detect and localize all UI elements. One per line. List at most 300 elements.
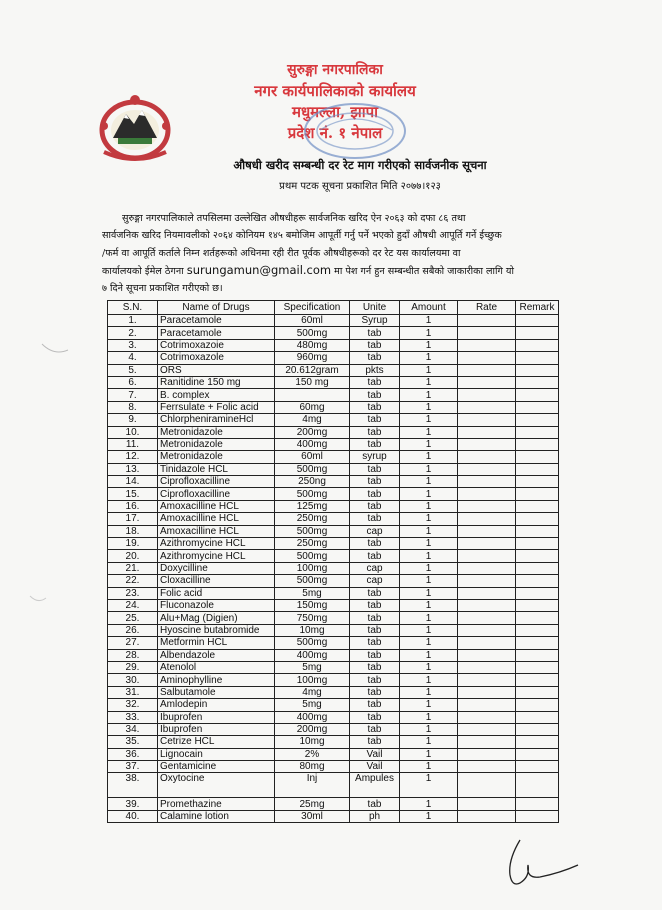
table-row xyxy=(108,538,559,550)
row-sn: 8. xyxy=(108,401,158,413)
drug-unit: tab xyxy=(350,699,400,711)
drug-remark xyxy=(516,438,559,450)
drug-unit: tab xyxy=(350,513,400,525)
table-row xyxy=(108,599,559,611)
drug-spec: 4mg xyxy=(275,686,350,698)
row-sn: 40. xyxy=(108,810,158,822)
drug-unit: tab xyxy=(350,599,400,611)
notice-line: सुरुङ्गा नगरपालिकाले तपसिलमा उल्लेखित औषधीहरू सार्वजनिक खरिद ऐन २०६३ को दफा ८६ तथा xyxy=(122,213,466,224)
row-sn: 30. xyxy=(108,674,158,686)
drug-remark xyxy=(516,414,559,426)
drug-rate xyxy=(458,426,516,438)
drug-rate xyxy=(458,463,516,475)
row-sn: 3. xyxy=(108,339,158,351)
drug-name: Cloxacilline xyxy=(158,575,275,587)
drug-spec: 400mg xyxy=(275,711,350,723)
column-header: Specification xyxy=(275,301,350,315)
drug-remark xyxy=(516,748,559,760)
drug-amount: 1 xyxy=(400,798,458,810)
drug-amount: 1 xyxy=(400,736,458,748)
drug-spec: 500mg xyxy=(275,550,350,562)
drug-name: Paracetamole xyxy=(158,327,275,339)
drug-spec: 60ml xyxy=(275,315,350,327)
drug-remark xyxy=(516,339,559,351)
drug-amount: 1 xyxy=(400,513,458,525)
drug-spec: 250mg xyxy=(275,513,350,525)
row-sn: 35. xyxy=(108,736,158,748)
table-row xyxy=(108,500,559,512)
drug-amount: 1 xyxy=(400,711,458,723)
row-sn: 19. xyxy=(108,538,158,550)
scan-mark xyxy=(28,590,48,610)
drug-rate xyxy=(458,438,516,450)
drug-rate xyxy=(458,352,516,364)
notice-line: सार्वजनिक खरिद नियमावलीको २०६४ कोनियम १४५ बमोजिम आपूर्ती गर्नु पर्ने भएको हुदाँ औषधी आपूर्ति गर्ने ईच्छुक xyxy=(102,230,502,242)
drug-rate xyxy=(458,699,516,711)
drug-amount: 1 xyxy=(400,686,458,698)
drug-remark xyxy=(516,463,559,475)
drug-remark xyxy=(516,426,559,438)
drug-remark xyxy=(516,575,559,587)
drug-amount: 1 xyxy=(400,488,458,500)
drug-name: Azithromycine HCL xyxy=(158,538,275,550)
drug-spec: Inj xyxy=(275,773,350,798)
notice-line-email xyxy=(102,262,558,280)
office-location: मधुमल्ला, झापा xyxy=(291,103,379,121)
drug-spec: 5mg xyxy=(275,699,350,711)
table-row xyxy=(108,438,559,450)
table-row xyxy=(108,761,559,773)
drug-remark xyxy=(516,711,559,723)
column-header: Unite xyxy=(350,301,400,315)
row-sn: 38. xyxy=(108,773,158,798)
drug-name: Albendazole xyxy=(158,649,275,661)
drug-rate xyxy=(458,376,516,388)
table-row xyxy=(108,327,559,339)
drug-name: Paracetamole xyxy=(158,315,275,327)
drug-name: Ibuprofen xyxy=(158,711,275,723)
drug-name: Promethazine xyxy=(158,798,275,810)
drug-unit: tab xyxy=(350,686,400,698)
drug-rate xyxy=(458,389,516,401)
row-sn: 14. xyxy=(108,476,158,488)
row-sn: 18. xyxy=(108,525,158,537)
drug-amount: 1 xyxy=(400,761,458,773)
drug-amount: 1 xyxy=(400,339,458,351)
drug-unit: Syrup xyxy=(350,315,400,327)
drug-remark xyxy=(516,736,559,748)
drug-rate xyxy=(458,773,516,798)
table-row xyxy=(108,699,559,711)
drug-unit: tab xyxy=(350,463,400,475)
drug-remark xyxy=(516,798,559,810)
drug-unit: Ampules xyxy=(350,773,400,798)
drug-remark xyxy=(516,637,559,649)
table-row xyxy=(108,587,559,599)
drug-spec: 250mg xyxy=(275,538,350,550)
row-sn: 37. xyxy=(108,761,158,773)
drug-name: Cotrimoxazole xyxy=(158,352,275,364)
notice-body xyxy=(102,210,558,297)
drug-remark xyxy=(516,649,559,661)
drug-name: Metronidazole xyxy=(158,451,275,463)
drug-unit: tab xyxy=(350,798,400,810)
drug-name: ORS xyxy=(158,364,275,376)
drug-spec: 250ng xyxy=(275,476,350,488)
drug-rate xyxy=(458,414,516,426)
drug-rate xyxy=(458,339,516,351)
drug-amount: 1 xyxy=(400,674,458,686)
drug-spec: 100mg xyxy=(275,674,350,686)
row-sn: 4. xyxy=(108,352,158,364)
notice-line: /फर्म वा आपूर्ति कर्ताले निम्न शर्तहरूको अधिनमा रही रीत पूर्वक औषधीहरूको दर रेट यस कार्यालयमा वा xyxy=(102,247,461,259)
drug-amount: 1 xyxy=(400,500,458,512)
signature xyxy=(490,835,580,890)
row-sn: 23. xyxy=(108,587,158,599)
drug-spec: 5mg xyxy=(275,661,350,673)
table-row xyxy=(108,463,559,475)
drug-remark xyxy=(516,674,559,686)
drug-amount: 1 xyxy=(400,463,458,475)
drug-amount: 1 xyxy=(400,562,458,574)
drug-rate xyxy=(458,476,516,488)
drug-spec: 400mg xyxy=(275,438,350,450)
table-row xyxy=(108,624,559,636)
drug-unit: tab xyxy=(350,376,400,388)
table-row xyxy=(108,736,559,748)
drug-spec: 10mg xyxy=(275,736,350,748)
drug-remark xyxy=(516,587,559,599)
row-sn: 12. xyxy=(108,451,158,463)
row-sn: 17. xyxy=(108,513,158,525)
drug-name: Cetrize HCL xyxy=(158,736,275,748)
drug-rate xyxy=(458,587,516,599)
drug-unit: tab xyxy=(350,438,400,450)
drug-rate xyxy=(458,798,516,810)
table-row xyxy=(108,525,559,537)
drug-amount: 1 xyxy=(400,599,458,611)
drug-name: Atenolol xyxy=(158,661,275,673)
drug-remark xyxy=(516,773,559,798)
drug-rate xyxy=(458,364,516,376)
drug-rate xyxy=(458,488,516,500)
drug-unit: tab xyxy=(350,661,400,673)
drug-name: Metronidazole xyxy=(158,438,275,450)
drug-amount: 1 xyxy=(400,389,458,401)
row-sn: 29. xyxy=(108,661,158,673)
table-row xyxy=(108,414,559,426)
row-sn: 5. xyxy=(108,364,158,376)
drug-rate xyxy=(458,736,516,748)
column-header: S.N. xyxy=(108,301,158,315)
drug-name: ChlorpheniramineHcl xyxy=(158,414,275,426)
drug-rate xyxy=(458,550,516,562)
drug-amount: 1 xyxy=(400,637,458,649)
table-row xyxy=(108,476,559,488)
drug-spec: 60mg xyxy=(275,401,350,413)
table-row xyxy=(108,723,559,735)
drug-amount: 1 xyxy=(400,525,458,537)
drug-amount: 1 xyxy=(400,451,458,463)
drug-spec: 100mg xyxy=(275,562,350,574)
drug-spec: 30ml xyxy=(275,810,350,822)
drug-rate xyxy=(458,513,516,525)
drug-remark xyxy=(516,352,559,364)
table-row xyxy=(108,488,559,500)
drug-name: Metformin HCL xyxy=(158,637,275,649)
drug-spec xyxy=(275,389,350,401)
drug-rate xyxy=(458,562,516,574)
drug-remark xyxy=(516,327,559,339)
column-header: Name of Drugs xyxy=(158,301,275,315)
drug-name: Ranitidine 150 mg xyxy=(158,376,275,388)
drug-remark xyxy=(516,723,559,735)
drug-remark xyxy=(516,488,559,500)
table-row xyxy=(108,686,559,698)
drug-name: Amoxacilline HCL xyxy=(158,513,275,525)
drug-name: Lignocain xyxy=(158,748,275,760)
notice-line: ७ दिने सूचना प्रकाशित गरीएको छ। xyxy=(102,283,223,295)
column-header: Remark xyxy=(516,301,559,315)
table-row xyxy=(108,798,559,810)
drug-rate xyxy=(458,315,516,327)
drug-spec: 960mg xyxy=(275,352,350,364)
drug-remark xyxy=(516,476,559,488)
drug-unit: Vail xyxy=(350,748,400,760)
drug-amount: 1 xyxy=(400,624,458,636)
drug-table xyxy=(107,300,559,823)
drug-unit: cap xyxy=(350,525,400,537)
drug-unit: tab xyxy=(350,414,400,426)
drug-unit: tab xyxy=(350,327,400,339)
drug-amount: 1 xyxy=(400,773,458,798)
table-row xyxy=(108,612,559,624)
drug-spec: 150mg xyxy=(275,599,350,611)
drug-rate xyxy=(458,649,516,661)
drug-remark xyxy=(516,562,559,574)
drug-name: Tinidazole HCL xyxy=(158,463,275,475)
drug-amount: 1 xyxy=(400,476,458,488)
drug-unit: tab xyxy=(350,723,400,735)
row-sn: 6. xyxy=(108,376,158,388)
row-sn: 33. xyxy=(108,711,158,723)
table-row xyxy=(108,748,559,760)
drug-name: B. complex xyxy=(158,389,275,401)
table-row xyxy=(108,637,559,649)
table-row xyxy=(108,389,559,401)
drug-name: Cotrimoxazoie xyxy=(158,339,275,351)
nepal-emblem-icon xyxy=(96,92,174,162)
drug-rate xyxy=(458,761,516,773)
drug-amount: 1 xyxy=(400,587,458,599)
drug-spec: 80mg xyxy=(275,761,350,773)
drug-rate xyxy=(458,525,516,537)
table-row xyxy=(108,376,559,388)
row-sn: 9. xyxy=(108,414,158,426)
drug-unit: tab xyxy=(350,488,400,500)
drug-unit: pkts xyxy=(350,364,400,376)
table-header-row xyxy=(108,301,559,315)
row-sn: 15. xyxy=(108,488,158,500)
row-sn: 27. xyxy=(108,637,158,649)
table-row xyxy=(108,426,559,438)
drug-rate xyxy=(458,810,516,822)
table-row xyxy=(108,401,559,413)
drug-name: Aminophylline xyxy=(158,674,275,686)
drug-spec: 500mg xyxy=(275,463,350,475)
row-sn: 16. xyxy=(108,500,158,512)
drug-remark xyxy=(516,500,559,512)
table-row xyxy=(108,649,559,661)
row-sn: 36. xyxy=(108,748,158,760)
drug-spec: 500mg xyxy=(275,575,350,587)
table-row xyxy=(108,661,559,673)
drug-spec: 500mg xyxy=(275,637,350,649)
drug-amount: 1 xyxy=(400,661,458,673)
drug-spec: 750mg xyxy=(275,612,350,624)
row-sn: 20. xyxy=(108,550,158,562)
drug-unit: tab xyxy=(350,500,400,512)
drug-spec: 5mg xyxy=(275,587,350,599)
table-row xyxy=(108,711,559,723)
drug-name: Oxytocine xyxy=(158,773,275,798)
drug-unit: tab xyxy=(350,711,400,723)
drug-rate xyxy=(458,500,516,512)
drug-unit: ph xyxy=(350,810,400,822)
drug-remark xyxy=(516,525,559,537)
drug-name: Gentamicine xyxy=(158,761,275,773)
drug-name: Metronidazole xyxy=(158,426,275,438)
table-row xyxy=(108,810,559,822)
drug-spec: 500mg xyxy=(275,525,350,537)
drug-unit: tab xyxy=(350,637,400,649)
drug-name: Azithromycine HCL xyxy=(158,550,275,562)
table-row xyxy=(108,352,559,364)
drug-amount: 1 xyxy=(400,364,458,376)
table-row xyxy=(108,513,559,525)
notice-line-prefix: कार्यालयको ईमेल ठेगना xyxy=(102,265,184,277)
drug-rate xyxy=(458,723,516,735)
drug-unit: Vail xyxy=(350,761,400,773)
drug-unit: syrup xyxy=(350,451,400,463)
row-sn: 31. xyxy=(108,686,158,698)
drug-unit: tab xyxy=(350,426,400,438)
drug-rate xyxy=(458,674,516,686)
drug-amount: 1 xyxy=(400,575,458,587)
drug-rate xyxy=(458,624,516,636)
drug-spec: 20.612gram xyxy=(275,364,350,376)
notice-publish-date: प्रथम पटक सूचना प्रकाशित मिति २०७७।१२३ xyxy=(279,181,441,192)
drug-spec: 500mg xyxy=(275,488,350,500)
drug-spec: 125mg xyxy=(275,500,350,512)
drug-remark xyxy=(516,661,559,673)
email-address: surungamun@gmail.com xyxy=(186,262,332,277)
row-sn: 10. xyxy=(108,426,158,438)
drug-unit: tab xyxy=(350,736,400,748)
drug-remark xyxy=(516,389,559,401)
drug-unit: tab xyxy=(350,550,400,562)
drug-remark xyxy=(516,538,559,550)
row-sn: 13. xyxy=(108,463,158,475)
drug-amount: 1 xyxy=(400,612,458,624)
drug-spec: 400mg xyxy=(275,649,350,661)
drug-amount: 1 xyxy=(400,352,458,364)
row-sn: 22. xyxy=(108,575,158,587)
drug-spec: 25mg xyxy=(275,798,350,810)
row-sn: 7. xyxy=(108,389,158,401)
drug-name: Folic acid xyxy=(158,587,275,599)
drug-spec: 2% xyxy=(275,748,350,760)
drug-unit: tab xyxy=(350,624,400,636)
drug-name: Alu+Mag (Digien) xyxy=(158,612,275,624)
row-sn: 28. xyxy=(108,649,158,661)
notice-line-suffix: मा पेश गर्न हुन सम्बन्धीत सबैको जाकारीका लागि यो xyxy=(334,265,514,277)
drug-remark xyxy=(516,364,559,376)
table-row xyxy=(108,575,559,587)
drug-name: Hyoscine butabromide xyxy=(158,624,275,636)
drug-amount: 1 xyxy=(400,401,458,413)
row-sn: 11. xyxy=(108,438,158,450)
municipality-name: सुरुङ्गा नगरपालिका xyxy=(287,62,383,78)
drug-remark xyxy=(516,761,559,773)
drug-name: Fluconazole xyxy=(158,599,275,611)
drug-rate xyxy=(458,686,516,698)
drug-name: Calamine lotion xyxy=(158,810,275,822)
drug-amount: 1 xyxy=(400,748,458,760)
office-stamp xyxy=(300,100,410,162)
table-row xyxy=(108,550,559,562)
drug-remark xyxy=(516,624,559,636)
drug-remark xyxy=(516,401,559,413)
drug-remark xyxy=(516,451,559,463)
drug-rate xyxy=(458,599,516,611)
drug-name: Salbutamole xyxy=(158,686,275,698)
table-row xyxy=(108,315,559,327)
province-name: प्रदेश नं. १ नेपाल xyxy=(287,124,383,142)
drug-unit: tab xyxy=(350,401,400,413)
drug-name: Doxycilline xyxy=(158,562,275,574)
drug-amount: 1 xyxy=(400,315,458,327)
row-sn: 32. xyxy=(108,699,158,711)
drug-unit: tab xyxy=(350,389,400,401)
row-sn: 2. xyxy=(108,327,158,339)
drug-remark xyxy=(516,699,559,711)
drug-unit: cap xyxy=(350,562,400,574)
drug-rate xyxy=(458,401,516,413)
drug-name: Amoxacilline HCL xyxy=(158,500,275,512)
office-name: नगर कार्यपालिकाको कार्यालय xyxy=(254,82,416,100)
scan-mark xyxy=(40,340,70,360)
table-row xyxy=(108,773,559,798)
drug-name: Ciprofloxacilline xyxy=(158,476,275,488)
drug-remark xyxy=(516,599,559,611)
row-sn: 25. xyxy=(108,612,158,624)
drug-amount: 1 xyxy=(400,550,458,562)
row-sn: 39. xyxy=(108,798,158,810)
drug-amount: 1 xyxy=(400,538,458,550)
drug-name: Amoxacilline HCL xyxy=(158,525,275,537)
row-sn: 24. xyxy=(108,599,158,611)
drug-amount: 1 xyxy=(400,414,458,426)
drug-amount: 1 xyxy=(400,327,458,339)
column-header: Amount xyxy=(400,301,458,315)
drug-unit: tab xyxy=(350,339,400,351)
drug-remark xyxy=(516,376,559,388)
drug-unit: tab xyxy=(350,352,400,364)
drug-amount: 1 xyxy=(400,649,458,661)
drug-spec: 4mg xyxy=(275,414,350,426)
drug-amount: 1 xyxy=(400,438,458,450)
